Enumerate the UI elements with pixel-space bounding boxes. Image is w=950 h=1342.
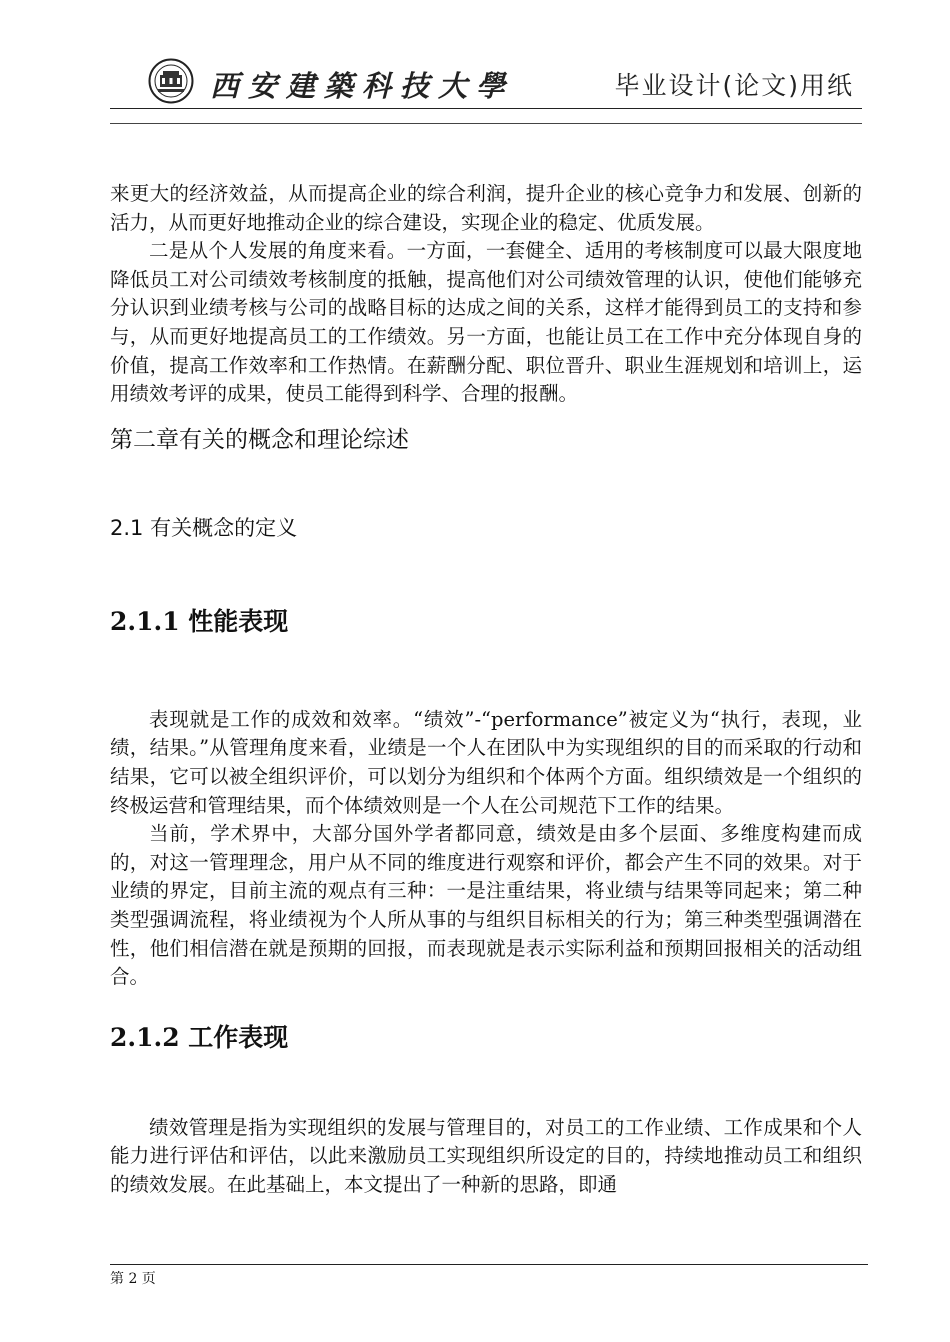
page-content (110, 180, 862, 1199)
paragraph: 绩效管理是指为实现组织的发展与管理目的，对员工的工作业绩、工作成果和个人能力进行评估和评估，以此来激励员工实现组织所设定的目的，持续地推动员工和组织的绩效发展。在此基础上，本文提出了一种新的思路，即通 (110, 1115, 862, 1196)
header-rule-bottom (110, 123, 862, 124)
section-heading: 2.1 有关概念的定义 (110, 515, 298, 540)
footer-rule (110, 1264, 868, 1265)
university-name: 西安建築科技大學 (210, 69, 515, 103)
paper-title: 毕业设计(论文)用纸 (614, 71, 854, 100)
header-rule-top (110, 108, 862, 109)
subsection-heading: 2.1.2 工作表现 (110, 1022, 289, 1052)
chapter-heading: 第二章有关的概念和理论综述 (110, 426, 409, 453)
paragraph: 当前，学术界中，大部分国外学者都同意，绩效是由多个层面、多维度构建而成的，对这一管理理念，用户从不同的维度进行观察和评价，都会产生不同的效果。对于业绩的界定，目前主流的观点有三种：一是注重结果，将业绩与结果等同起来；第二种类型强调流程，将业绩视为个人所从事的与组织目标相关的行为；第三种类型强调潜在性，他们相信潜在就是预期的回报，而表现就是表示实际利益和预期回报相关的活动组合。 (110, 822, 862, 989)
university-logo-icon (148, 58, 194, 104)
subsection-heading: 2.1.1 性能表现 (110, 606, 289, 636)
page-number: 第 2 页 (110, 1271, 156, 1287)
paragraph: 来更大的经济效益，从而提高企业的综合利润，提升企业的核心竞争力和发展、创新的活力，从而更好地推动企业的综合建设，实现企业的稳定、优质发展。 (110, 182, 862, 234)
paragraph: 二是从个人发展的角度来看。一方面，一套健全、适用的考核制度可以最大限度地降低员工对公司绩效考核制度的抵触，提高他们对公司绩效管理的认识，使他们能够充分认识到业绩考核与公司的战略目标的达成之间的关系，这样才能得到员工的支持和参与，从而更好地提高员工的工作绩效。另一方面，也能让员工在工作中充分体现自身的价值，提高工作效率和工作热情。在薪酬分配、职位晋升、职业生涯规划和培训上，运用绩效考评的成果，使员工能得到科学、合理的报酬。 (110, 239, 862, 406)
paragraph: 表现就是工作的成效和效率。“绩效”-“performance”被定义为“执行，表现，业绩，结果。”从管理角度来看，业绩是一个人在团队中为实现组织的目的而采取的行动和结果，它可以被全组织评价，可以划分为组织和个体两个方面。组织绩效是一个组织的终极运营和管理结果，而个体绩效则是一个人在公司规范下工作的结果。 (110, 707, 862, 817)
page-header (110, 52, 862, 108)
